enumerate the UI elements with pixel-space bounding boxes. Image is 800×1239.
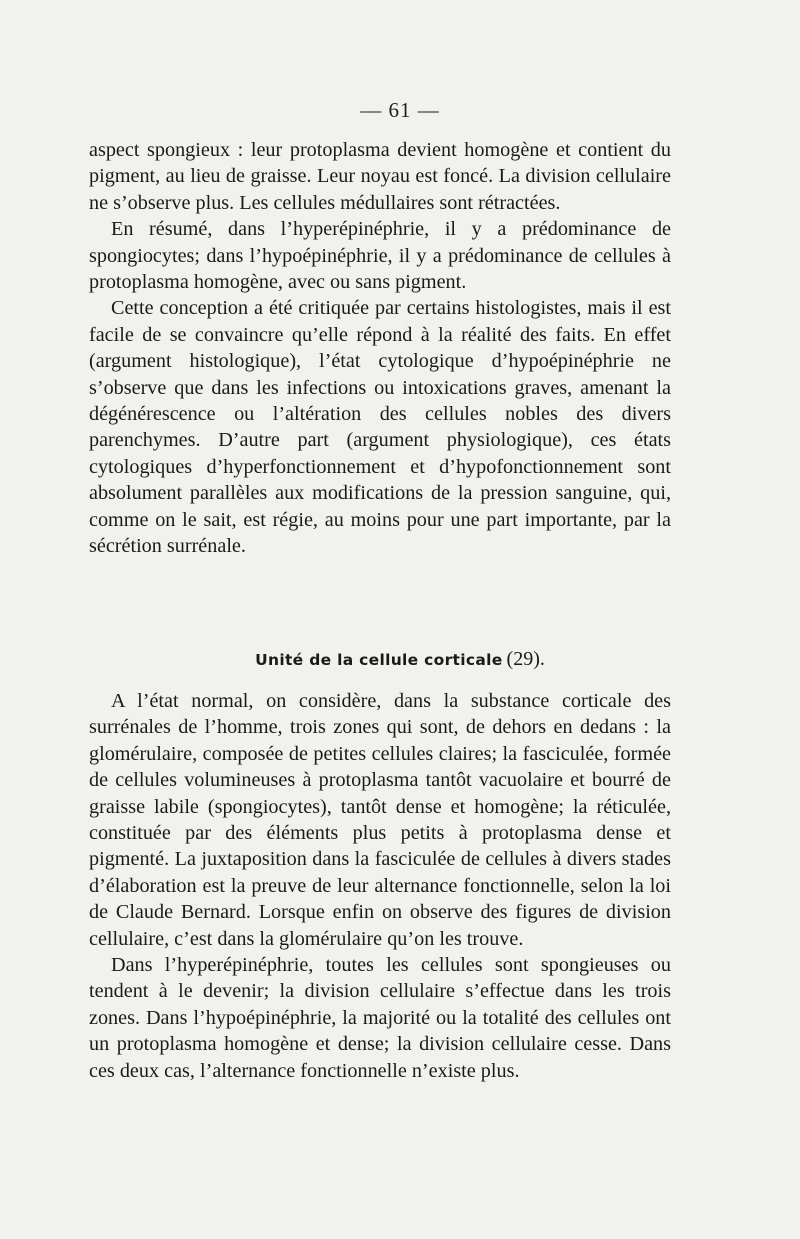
paragraph: Cette conception a été critiquée par certains histologistes, mais il est facile de se convaincre qu’elle répond à la réalité des faits. En effet (argument histologique), l’état cytologique d’hypoépinéphrie ne s’observe que dans les infections ou intoxications graves, amenant la dégénérescence ou l’altération des cellules nobles des divers parenchymes. D’autre part (argument physiologique), ces états cytologiques d’hyperfonctionnement et d’hypofonctionnement sont absolument parallèles aux modifications de la pression sanguine, qui, comme on le sait, est régie, au moins pour une part importante, par la sécrétion surrénale. bbox=[89, 297, 671, 558]
paragraph: aspect spongieux : leur protoplasma devient homogène et contient du pigment, au lieu de graisse. Leur noyau est foncé. La division cellulaire ne s’observe plus. Les cellules médullaires sont rétractées. bbox=[89, 139, 671, 214]
section-heading bbox=[0, 648, 800, 671]
text-block-top bbox=[89, 137, 671, 560]
text-block-bottom bbox=[89, 688, 671, 1084]
paragraph: A l’état normal, on considère, dans la substance corticale des surrénales de l’homme, trois zones qui sont, de dehors en dedans : la glomérulaire, composée de petites cellules claires; la fasciculée, formée de cellules volumineuses à protoplasma tantôt vacuolaire et bourré de graisse labile (spongiocytes), tantôt dense et homogène; la réticulée, constituée par des éléments plus petits à protoplasma dense et pigmenté. La juxtaposition dans la fasciculée de cellules à divers stades d’élaboration est la preuve de leur alternance fonctionnelle, selon la loi de Claude Bernard. Lorsque enfin on observe des figures de division cellulaire, c’est dans la glomérulaire qu’on les trouve. bbox=[89, 690, 671, 950]
paragraph: En résumé, dans l’hyperépinéphrie, il y a prédominance de spongiocytes; dans l’hypoépinéphrie, il y a prédominance de cellules à protoplasma homogène, avec ou sans pigment. bbox=[89, 218, 671, 294]
section-heading-reference: (29). bbox=[506, 648, 545, 670]
paragraph: Dans l’hyperépinéphrie, toutes les cellules sont spongieuses ou tendent à le devenir; la division cellulaire s’effectue dans les trois zones. Dans l’hypoépinéphrie, la majorité ou la totalité des cellules ont un protoplasma homogène et dense; la division cellulaire cesse. Dans ces deux cas, l’alternance fonctionnelle n’existe plus. bbox=[89, 954, 671, 1082]
section-heading-title: Unité de la cellule corticale bbox=[255, 651, 503, 669]
page-number: — 61 — bbox=[360, 98, 440, 122]
